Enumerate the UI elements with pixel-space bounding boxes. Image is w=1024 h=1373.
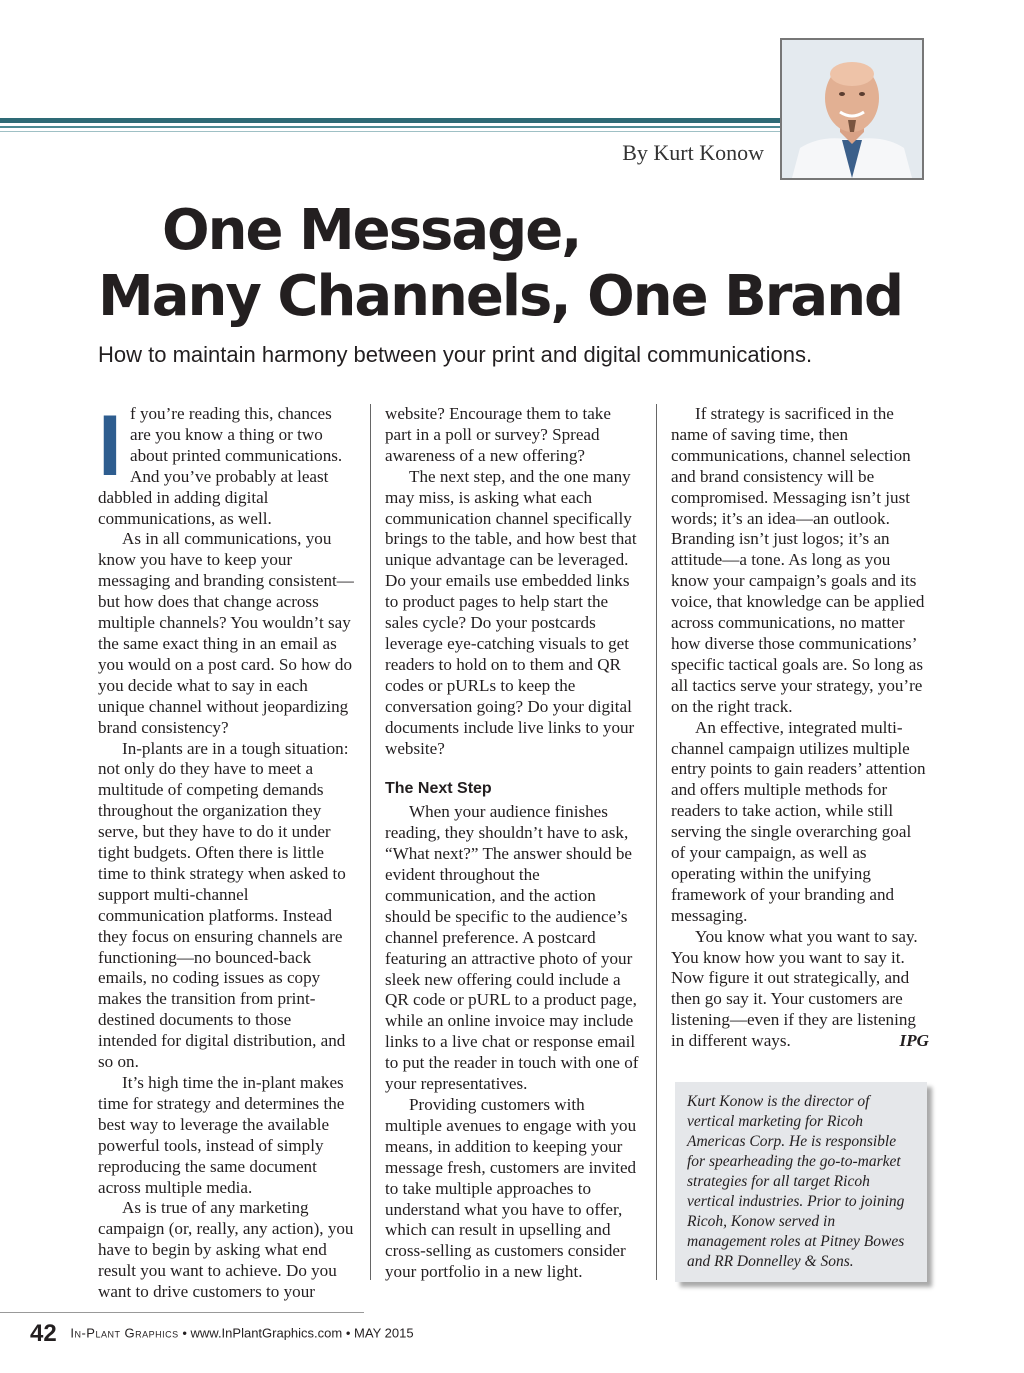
column-divider-1 — [370, 404, 371, 1280]
paragraph: In-plants are in a tough situation: not only do they have to meet a multitude of competing demands throughout the organization they serve, but they have to do it under tight budgets. Often there is little time to think strategy when asked to support multi-channel communication platforms. Instead they focus on ensuring channels are functioning—no bounced-back emails, no coding issues as copy makes the transition from print-destined documents to those intended for digital distribution, and so on. — [98, 738, 349, 1072]
paragraph — [671, 927, 929, 1052]
page-number: 42 — [30, 1320, 57, 1347]
article-subtitle: How to maintain harmony between your print and digital communications. — [98, 342, 813, 367]
title-line-1: One Message, — [162, 198, 581, 263]
footer-separator: • — [345, 1325, 351, 1341]
footer-separator: • — [182, 1325, 187, 1341]
paragraph: Providing customers with multiple avenues to engage with you means, in addition to keeping your message fresh, customers are invited to take multiple approaches to understand what you have to offer, which can result in upselling and cross-selling as customers consider your portfolio in a new light. — [385, 1095, 637, 1282]
paragraph: As is true of any marketing campaign (or, really, any action), you have to begin by asking what end result you want to achieve. Do you want to drive customers to your — [98, 1198, 354, 1302]
author-bio-box: Kurt Konow is the director of vertical marketing for Ricoh Americas Corp. He is responsible for spearheading the go-to-market strategies for all target Ricoh vertical industries. Prior to joining Ricoh, Konow served in management roles at Pitney Bowes and RR Donnelley & Sons. — [675, 1082, 927, 1282]
paragraph — [98, 398, 354, 529]
drop-cap: I — [98, 398, 122, 494]
paragraph-text: You know what you want to say. You know how you want to say it. Now figure it out strategically, and then go say it. Your customers are listening—even if they are listening in different ways. — [671, 926, 918, 1051]
column-3 — [671, 404, 929, 1052]
paragraph: An effective, integrated multi-channel campaign utilizes multiple entry points to gain readers’ attention and offers multiple methods for readers to take action, while still serving the single overarching goal of your campaign, as well as operating within the unifying framework of your branding and messaging. — [671, 717, 926, 925]
article-title — [98, 198, 938, 330]
paragraph-text: f you’re reading this, chances are you know a thing or two about printed communications. And you’ve probably at least dabbled in adding digital communications, as well. — [98, 404, 343, 528]
header-rule-hairline — [0, 131, 780, 132]
header-rule-thick — [0, 118, 780, 123]
paragraph: It’s high time the in-plant makes time for strategy and determines the best way to leverage the available powerful tools, instead of simply reproducing the same document across multiple media. — [98, 1073, 345, 1197]
ipg-signoff: IPG — [899, 1031, 929, 1051]
section-heading: The Next Step — [385, 780, 492, 798]
paragraph: If strategy is sacrificed in the name of saving time, then communications, channel selection and brand consistency will be compromised. Messaging isn’t just words; it’s an idea—an outlook. Branding isn’t just logos; it’s an attitude—a tone. As long as you know your campaign’s goals and its voice, that knowledge can be applied across communications, no matter how diverse those communications’ specific tactical goals are. So long as all tactics serve your strategy, you’re on the right track. — [671, 404, 925, 716]
issue-date: MAY 2015 — [354, 1325, 414, 1341]
title-line-2: Many Channels, One Brand — [98, 264, 903, 329]
paragraph: As in all communications, you know you have to keep your messaging and branding consistent—but how does that change across multiple channels? You wouldn’t say the same exact thing in an email as you would on a post card. So how do you decide what to say in each unique channel without jeopardizing brand consistency? — [98, 529, 354, 737]
author-photo — [780, 38, 924, 180]
paragraph: When your audience finishes reading, they shouldn’t have to ask, “What next?” The answer should be evident throughout the communication, and the action should be specific to the audience’s channel preference. A postcard featuring an attractive photo of your sleek new offering could include a QR code or pURL to a product page, while an online invoice may include links to a live chat or response email to put the reader in touch with one of your representatives. — [385, 802, 639, 1094]
page-footer — [30, 1320, 414, 1348]
paragraph: The next step, and the one many may miss, is asking what each communication channel specifically brings to the table, and how best that unique advantage can be leveraged. Do your emails use embedded links to product pages to help start the sales cycle? Do your postcards leverage eye-catching visuals to get readers to hold on to them and QR codes or pURLs to keep the conversation going? Do your digital documents include live links to your website? — [385, 466, 637, 758]
publication-name: In-Plant Graphics — [70, 1325, 179, 1341]
column-divider-2 — [656, 404, 657, 1280]
footer-website[interactable]: www.InPlantGraphics.com — [190, 1325, 343, 1341]
byline: By Kurt Konow — [622, 140, 764, 165]
footer-rule — [0, 1312, 364, 1313]
paragraph: website? Encourage them to take part in a poll or survey? Spread awareness of a new offering? — [385, 404, 611, 465]
column-2 — [385, 404, 641, 1283]
header-rule-thin — [0, 126, 780, 128]
column-1 — [98, 398, 354, 1303]
author-portrait-icon — [782, 40, 922, 178]
